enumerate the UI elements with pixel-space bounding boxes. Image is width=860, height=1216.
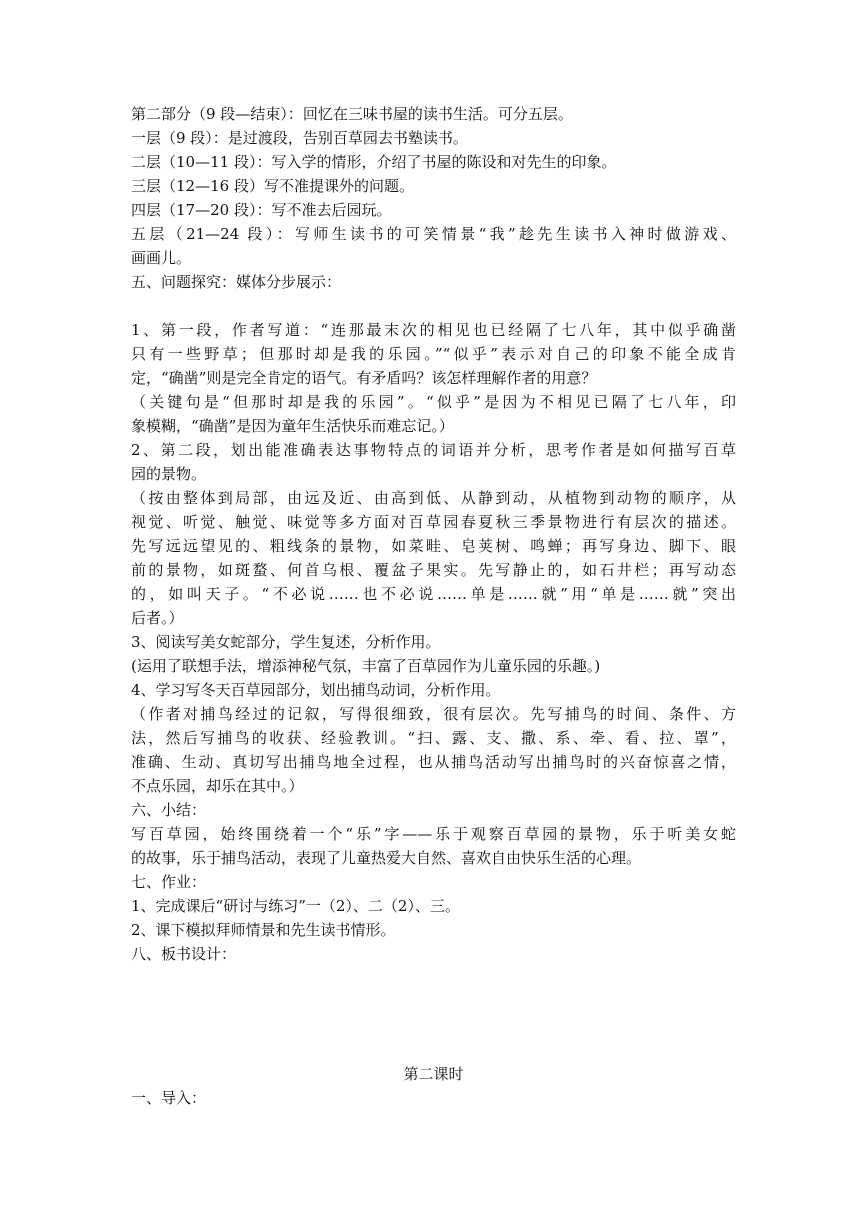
paragraph-line: 八、板书设计： — [131, 945, 237, 963]
paragraph-line: 七、作业： — [131, 873, 207, 891]
paragraph-line: （按由整体到局部，由远及近、由高到低、从静到动，从植物到动物的顺序，从 — [131, 489, 736, 507]
paragraph-line: 五层（21—24 段）：写师生读书的可笑情景“我”趁先生读书入神时做游戏、 — [131, 225, 736, 243]
paragraph-line: 定，“确凿”则是完全肯定的语气。有矛盾吗？该怎样理解作者的用意？ — [131, 369, 597, 387]
paragraph-line: 写百草园，始终围绕着一个“乐”字——乐于观察百草园的景物，乐于听美女蛇 — [131, 825, 736, 843]
paragraph-line: 不点乐园，却乐在其中。） — [131, 777, 304, 795]
paragraph-line: 视觉、听觉、触觉、味觉等多方面对百草园春夏秋三季景物进行有层次的描述。 — [131, 513, 736, 531]
document-body — [131, 102, 736, 1110]
paragraph-line: 只有一些野草；但那时却是我的乐园。”“似乎”表示对自己的印象不能全成肯 — [131, 345, 736, 363]
paragraph-line: 2、第二段，划出能准确表达事物特点的词语并分析，思考作者是如何描写百草 — [131, 441, 736, 459]
paragraph-line: 三层（12—16 段）写不准提课外的问题。 — [131, 177, 414, 195]
paragraph-line: 六、小结： — [131, 801, 207, 819]
paragraph-line: 法，然后写捕鸟的收获、经验教训。“扫、露、支、撒、系、牵、看、拉、罩”， — [131, 729, 736, 747]
section-gap — [131, 966, 736, 1062]
section-title: 第二课时 — [403, 1065, 464, 1083]
paragraph-line: 的故事，乐于捕鸟活动，表现了儿童热爱大自然、喜欢自由快乐生活的心理。 — [131, 849, 642, 867]
paragraph-line: 前的景物，如斑蝥、何首乌根、覆盆子果实。先写静止的，如石井栏；再写动态 — [131, 561, 736, 579]
paragraph-line: (运用了联想手法，增添神秘气氛，丰富了百草园作为儿童乐园的乐趣。) — [131, 657, 601, 675]
paragraph-line: 象模糊，“确凿”是因为童年生活快乐而难忘记。） — [131, 417, 454, 435]
paragraph-line: 后者。） — [131, 609, 184, 627]
section-item: 一、导入： — [131, 1089, 207, 1107]
paragraph-line: 五、问题探究：媒体分步展示： — [131, 273, 342, 291]
paragraph-line: 四层（17—20 段）：写不准去后园玩。 — [131, 201, 392, 219]
paragraph-line: 2、课下模拟拜师情景和先生读书情形。 — [131, 921, 396, 939]
blank-line — [131, 294, 736, 318]
paragraph-line: 一层（9 段）：是过渡段，告别百草园去书塾读书。 — [131, 129, 468, 147]
paragraph-line: 园的景物。 — [131, 465, 207, 483]
paragraph-line: 画画儿。 — [131, 249, 192, 267]
paragraph-line: 准确、生动、真切写出捕鸟地全过程，也从捕鸟活动写出捕鸟时的兴奋惊喜之情， — [131, 753, 736, 771]
paragraph-line: 二层（10—11 段）：写入学的情形，介绍了书屋的陈设和对先生的印象。 — [131, 153, 617, 171]
paragraph-line: 1、完成课后“研讨与练习”一（2）、二（2）、三。 — [131, 897, 460, 915]
paragraph-line: 1、第一段，作者写道：“连那最末次的相见也已经隔了七八年，其中似乎确凿 — [131, 321, 736, 339]
paragraph-line: （关键句是“但那时却是我的乐园”。“似乎”是因为不相见已隔了七八年，印 — [131, 393, 736, 411]
paragraph-line: 的，如叫天子。“不必说……也不必说……单是……就”用“单是……就”突出 — [131, 585, 736, 603]
paragraph-line: （作者对捕鸟经过的记叙，写得很细致，很有层次。先写捕鸟的时间、条件、方 — [131, 705, 736, 723]
paragraph-line: 3、阅读写美女蛇部分，学生复述，分析作用。 — [131, 633, 441, 651]
paragraph-line: 4、学习写冬天百草园部分，划出捕鸟动词，分析作用。 — [131, 681, 501, 699]
paragraph-line: 第二部分（9 段—结束）：回忆在三味书屋的读书生活。可分五层。 — [131, 105, 573, 123]
paragraph-line: 先写远远望见的、粗线条的景物，如菜畦、皂荚树、鸣蝉；再写身边、脚下、眼 — [131, 537, 736, 555]
